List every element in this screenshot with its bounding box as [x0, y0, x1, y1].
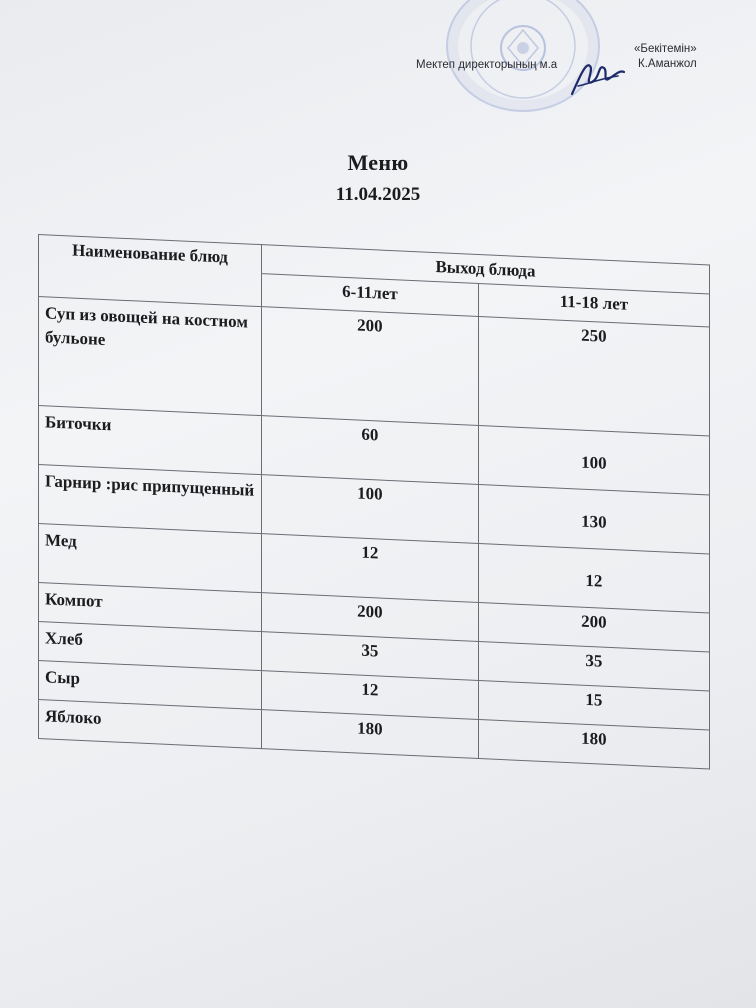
menu-table: [38, 234, 710, 770]
dish-name: Биточки: [39, 406, 262, 475]
approval-block: [0, 0, 756, 140]
portion-6-11: 180: [261, 710, 478, 759]
menu-date: 11.04.2025: [335, 184, 421, 205]
portion-6-11: 60: [261, 416, 478, 485]
header-output: Выход блюда: [261, 245, 709, 294]
header-dish-name: Наименование блюд: [39, 235, 262, 307]
portion-6-11: 35: [261, 632, 478, 681]
dish-name: Хлеб: [39, 622, 262, 671]
portion-11-18: 180: [478, 719, 709, 768]
portion-11-18: 12: [478, 543, 709, 612]
header-age-6-11: 6-11лет: [261, 274, 478, 317]
header-age-11-18: 11-18 лет: [478, 283, 709, 326]
portion-11-18: 130: [478, 484, 709, 553]
portion-11-18: 250: [478, 316, 709, 435]
portion-11-18: 15: [478, 680, 709, 729]
portion-6-11: 200: [261, 307, 478, 426]
portion-6-11: 12: [261, 671, 478, 720]
portion-11-18: 200: [478, 602, 709, 651]
signature-icon: [568, 56, 628, 98]
dish-name: Суп из овощей на костном бульоне: [39, 297, 262, 416]
portion-11-18: 35: [478, 641, 709, 690]
approve-word: «Бекітемін»: [634, 43, 697, 55]
portion-6-11: 100: [261, 475, 478, 544]
director-name: К.Аманжол: [638, 58, 697, 70]
dish-name: Мед: [39, 524, 262, 593]
portion-11-18: 100: [478, 425, 709, 494]
dish-name: Сыр: [39, 661, 262, 710]
dish-name: Гарнир :рис припущенный: [39, 465, 262, 534]
director-role: Мектеп директорының м.а: [416, 59, 558, 71]
portion-6-11: 200: [261, 593, 478, 642]
page-title: Меню: [347, 150, 409, 175]
dish-name: Яблоко: [39, 700, 262, 749]
dish-name: Компот: [39, 583, 262, 632]
portion-6-11: 12: [261, 534, 478, 603]
